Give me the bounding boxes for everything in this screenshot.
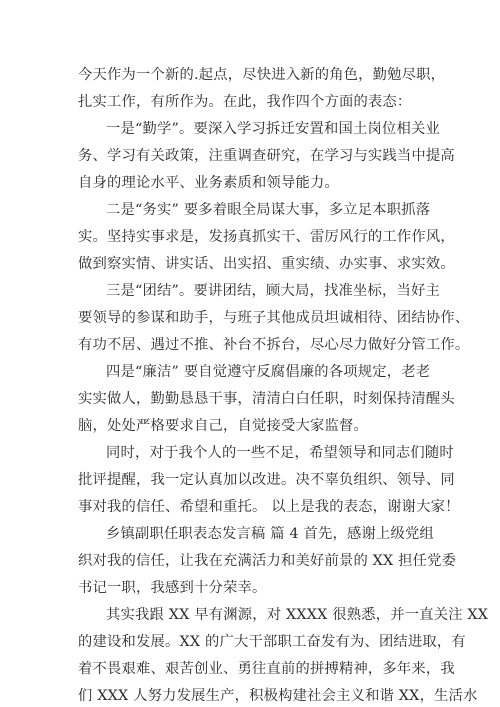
paragraph-line: 有功不居、遇过不推、补台不拆台，尽心尽力做好分管工作。 [78, 337, 470, 353]
paragraph-line: 扎实工作，有所作为。在此，我作四个方面的表态： [78, 94, 412, 110]
paragraph-line: 织对我的信任，让我在充满活力和美好前景的 XX 担任党委 [78, 553, 457, 569]
paragraph-line: 做到察实情、讲实话、出实招、重实绩、办实事、求实效。 [78, 256, 455, 272]
paragraph-line: 批评提醒，我一定认真加以改进。决不辜负组织、领导、同 [78, 472, 455, 488]
paragraph-line: 自身的理论水平、业务素质和领导能力。 [78, 175, 339, 191]
paragraph-line: 实实做人，勤勤恳恳干事，清清白白任职，时刻保持清醒头 [78, 391, 455, 407]
paragraph-line: 二是“务实” 要多着眼全局谋大事，多立足本职抓落 [106, 202, 431, 218]
paragraph-line: 要领导的参谋和助手，与班子其他成员坦诚相待、团结协作、 [78, 310, 470, 326]
paragraph-line: 的建设和发展。XX 的广大干部职工奋发有为、团结进取，有 [78, 634, 466, 650]
paragraph-line: 其实我跟 XX 早有渊源，对 XXXX 很熟悉，并一直关注 XX [106, 607, 489, 623]
paragraph-line: 书记一职，我感到十分荣幸。 [78, 580, 267, 596]
paragraph-line: 四是“廉洁” 要自觉遵守反腐倡廉的各项规定，老老 [106, 364, 431, 380]
section-heading-line: 乡镇副职任职表态发言稿 篇 4 首先，感谢上级党组 [106, 526, 434, 542]
paragraph-line: 一是“勤学”。要深入学习拆迁安置和国土岗位相关业 [106, 121, 440, 137]
paragraph-line: 事对我的信任、希望和重托。 以上是我的表态，谢谢大家！ [78, 499, 460, 515]
paragraph-line: 务、学习有关政策，注重调查研究，在学习与实践当中提高 [78, 148, 455, 164]
paragraph-line: 三是“团结”。要讲团结，顾大局，找准坐标，当好主 [106, 283, 440, 299]
paragraph-line: 今天作为一个新的.起点，尽快进入新的角色，勤勉尽职， [78, 67, 446, 83]
paragraph-line: 脑，处处严格要求自己，自觉接受大家监督。 [78, 418, 368, 434]
paragraph-line: 实。坚持实事求是，发扬真抓实干、雷厉风行的工作作风， [78, 229, 455, 245]
paragraph-line: 同时，对于我个人的一些不足，希望领导和同志们随时 [106, 445, 454, 461]
paragraph-line: 们 XXX 人努力发展生产，积极构建社会主义和谐 XX，生活水 [78, 688, 478, 704]
paragraph-line: 着不畏艰难、艰苦创业、勇往直前的拼搏精神，多年来，我 [78, 661, 455, 677]
